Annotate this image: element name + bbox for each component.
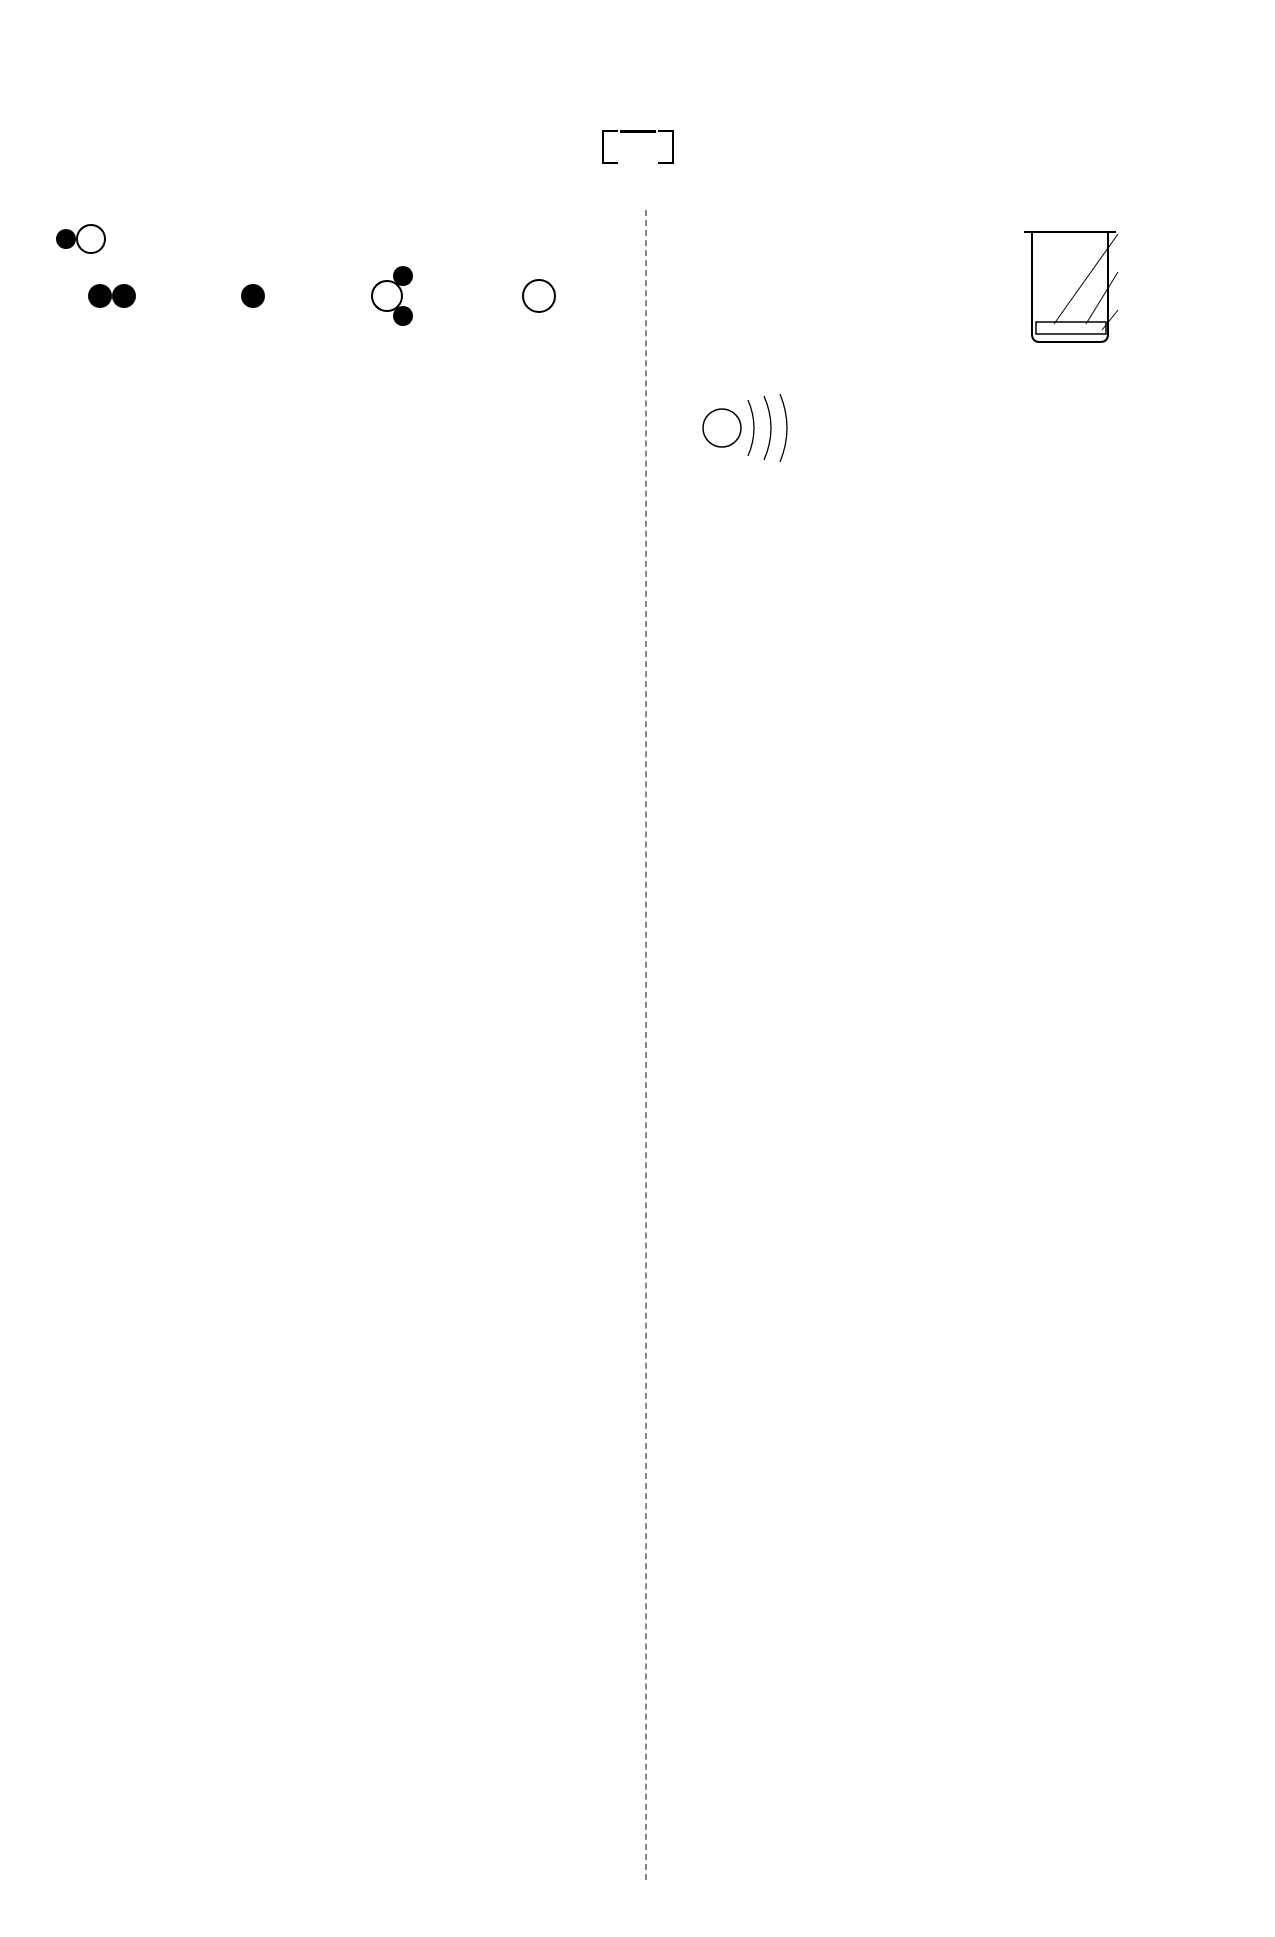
option-c [365,264,417,328]
hydrogen-atom-icon [56,229,76,249]
water-molecule-icon [369,264,417,328]
option-b [237,284,265,308]
option-d [518,279,556,313]
option-a [84,284,136,308]
question-1-2 [24,218,626,258]
beaker-diagram [1022,212,1262,352]
subtitle-wrap [0,118,1275,137]
right-column [666,212,1262,464]
oxygen-atom-icon [76,224,106,254]
page-subtitle [620,122,656,133]
column-divider [645,210,647,1880]
figure-3 [1022,212,1262,382]
hydrogen-atom-icon [112,284,136,308]
oxygen-atom-icon [522,279,556,313]
hydrogen-atom-icon [241,284,265,308]
hydrogen-atom-icon [88,284,112,308]
atom-options [24,258,626,334]
left-column [24,212,626,340]
atomic-structure-diagram [698,392,794,464]
question-4-1 [666,392,1262,464]
